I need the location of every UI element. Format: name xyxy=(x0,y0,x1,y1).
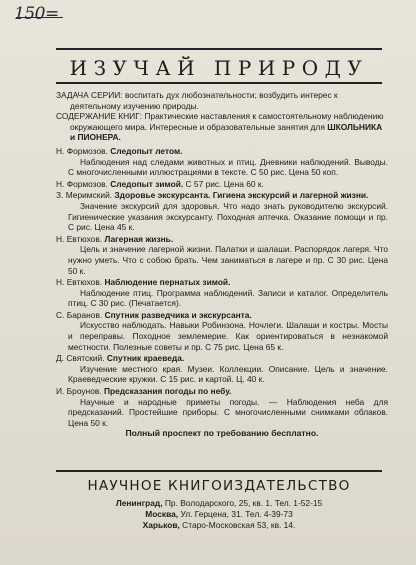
series-task-label: ЗАДАЧА СЕРИИ: xyxy=(56,90,123,100)
address-text: Ул. Герцена, 31. Тел. 4-39-73 xyxy=(180,509,293,519)
book-heading xyxy=(56,310,388,321)
book-author: Д. Святский. xyxy=(56,353,105,364)
book-description: Наблюдение птиц. Программа наблюдений. Записи и каталог. Определитель птиц. С 30 рис. (Печатается). xyxy=(68,287,388,309)
address-city: Ленинград, xyxy=(115,498,163,508)
publisher-name: НАУЧНОЕ КНИГОИЗДАТЕЛЬСТВО xyxy=(87,478,351,494)
book-entry xyxy=(56,353,388,385)
book-description: Наблюдения над следами животных и птиц. Дневники наблюдений. Выводы. С многочисленными иллюстрациями в тексте. С 50 рис. Цена 50 коп. xyxy=(68,156,388,178)
book-description: Изучение местного края. Музеи. Коллекции. Описание. Цель и значение. Краеведческие кружки. С 15 рис. и картой. Ц. 40 к. xyxy=(68,363,388,385)
book-title: Следопыт летом. xyxy=(110,145,183,156)
prospectus-notice: Полный проспект по требованию бесплатно. xyxy=(125,428,319,439)
book-author: И. Броунов. xyxy=(56,386,102,397)
book-description: Значение экскурсий для здоровья. Что надо знать руководителю экскурсий. Гигиенические указания экскурсанту. Походная аптечка. Оказание помощи и пр. С рис. Цена 45 к. xyxy=(68,200,388,233)
book-list xyxy=(56,146,388,428)
publisher-top-rule xyxy=(56,470,382,472)
book-heading xyxy=(56,277,388,288)
book-entry xyxy=(56,386,388,428)
book-title: Спутник краеведа. xyxy=(106,353,185,364)
book-description: Научные и народные приметы погоды. — Наблюдения неба для предсказаний. Простейшие приборы. С многочисленными снимками облаков. Цена 50 к. xyxy=(68,396,388,428)
book-entry xyxy=(56,310,388,352)
book-title: Наблюдение пернатых зимой. xyxy=(104,277,231,288)
book-author: Н. Формозов. xyxy=(56,178,108,189)
books-content xyxy=(56,111,388,143)
book-description: С 57 рис. Цена 60 к. xyxy=(185,178,264,189)
book-author: Н. Евтюхов. xyxy=(56,277,103,288)
series-task xyxy=(56,90,388,111)
top-rule xyxy=(56,48,382,50)
book-author: Н. Евтюхов. xyxy=(56,233,103,244)
book-title: Лагерная жизнь. xyxy=(104,233,174,244)
book-heading xyxy=(56,234,388,245)
book-heading xyxy=(56,190,388,201)
book-title: Спутник разведчика и экскурсанта. xyxy=(104,309,252,320)
series-intro xyxy=(56,90,388,143)
book-description: Искусство наблюдать. Навыки Робинзона. Ночлеги. Шалаши и костры. Мосты и переправы. Походное землемерие. Как ориентироваться в незнакомой местности. Полезные советы и пр. С 75 рис. Цена 65 к. xyxy=(68,320,388,352)
book-heading xyxy=(56,353,388,364)
book-entry xyxy=(56,179,388,190)
handwritten-note: 150= xyxy=(14,4,59,24)
book-entry xyxy=(56,277,388,309)
banner-bottom-rule xyxy=(56,82,382,84)
address-kharkov xyxy=(56,520,382,531)
series-task-text: воспитать дух любознательности; возбудить интерес к деятельному изучению природы. xyxy=(70,90,338,111)
book-title: Предсказания погоды по небу. xyxy=(103,386,232,397)
address-text: Пр. Володарского, 25, кв. 1. Тел. 1-52-15 xyxy=(164,498,323,508)
book-heading xyxy=(56,146,388,157)
audience-text: ШКОЛЬНИКА и ПИОНЕРА. xyxy=(70,121,383,143)
address-city: Харьков, xyxy=(142,520,180,530)
book-entry xyxy=(56,190,388,232)
address-text: Старо-Московская 53, кв. 14. xyxy=(182,520,296,530)
book-title: Следопыт зимой. xyxy=(110,178,184,189)
book-author: З. Меримский. xyxy=(56,190,113,201)
catalog-content xyxy=(56,90,388,439)
address-moscow xyxy=(56,509,382,520)
book-author: Н. Формозов. xyxy=(56,145,108,156)
book-entry xyxy=(56,146,388,178)
books-content-text: Практические наставления к самостоятельному наблюдению окружающего мира. Интересные и образовательные занятия для xyxy=(70,111,384,132)
book-title: Здоровье экскурсанта. Гигиена экскурсий и лагерной жизни. xyxy=(114,190,369,201)
book-heading xyxy=(56,179,388,190)
book-author: С. Баранов. xyxy=(56,309,103,320)
address-city: Москва, xyxy=(145,509,179,519)
address-leningrad xyxy=(56,498,382,509)
banner-title: ИЗУЧАЙ ПРИРОДУ xyxy=(69,56,369,80)
book-heading xyxy=(56,386,388,397)
book-entry xyxy=(56,234,388,276)
book-description: Цель и значение лагерной жизни. Палатки и шалаши. Распорядок лагеря. Что нужно уметь. Что с собою брать. Чем заниматься в лагере и пр. С 30 рис. Цена 50 к. xyxy=(68,244,388,276)
books-content-label: СОДЕРЖАНИЕ КНИГ: xyxy=(56,111,143,122)
